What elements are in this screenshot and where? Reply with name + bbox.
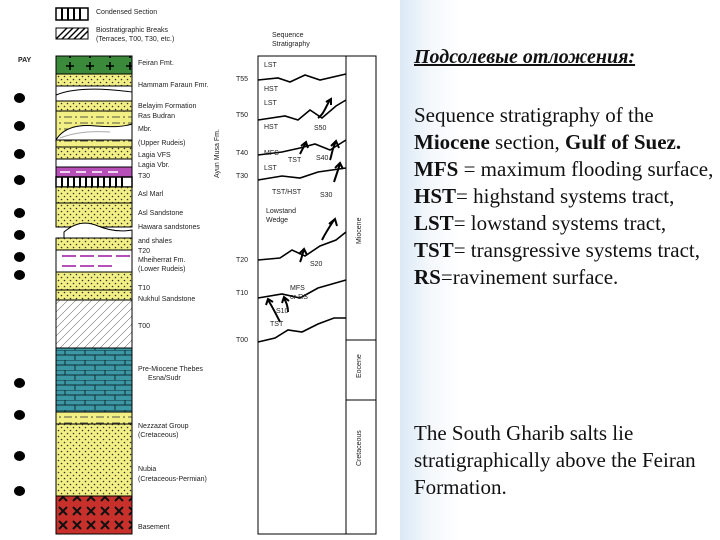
salt-note: The South Gharib salts lie stratigraphically above the Feiran Formation. (414, 421, 696, 499)
desc-text: = highstand systems tract, (456, 184, 675, 208)
formation-label: Nubia (138, 466, 157, 473)
formation-label: T00 (138, 323, 151, 330)
seq-label-tst-hst: TST/HST (272, 189, 302, 196)
seq-label-tst: TST (288, 157, 302, 164)
seq-label-hst: HST (264, 86, 278, 93)
formation-label: Hawara sandstones (138, 224, 200, 231)
desc-text: = maximum flooding surface, (458, 157, 714, 181)
seq-label-mfs-rs: or RS (290, 294, 308, 301)
horizon-tick: T50 (236, 112, 249, 119)
formation-label: Hammam Faraun Fmr. (138, 82, 209, 89)
formation-label: T10 (138, 285, 151, 292)
desc-bold: HST (414, 184, 457, 208)
formation-label: Belayim Formation (138, 103, 197, 110)
ayun-musa-label: Ayun Musa Fm. (214, 129, 221, 178)
desc-text: = transgressive systems tract, (453, 238, 700, 262)
seq-label-s20: S20 (310, 261, 323, 268)
formation-label: (Cretaceous-Permian) (138, 476, 207, 483)
formation-label: Lagia Vbr. (138, 162, 170, 169)
formation-label: Nukhul Sandstone (138, 296, 196, 303)
seq-label-mfs-rs: MFS (290, 285, 305, 292)
desc-bold: RS (414, 265, 441, 289)
formation-label: (Upper Rudeis) (138, 140, 186, 147)
formation-label: Pre-Miocene Thebes (138, 366, 203, 373)
seq-label-mfs: MFS (264, 150, 279, 157)
formation-label: Feiran Fmt. (138, 60, 174, 67)
seq-label-hst: HST (264, 124, 278, 131)
desc-bold: TST (414, 238, 454, 262)
formation-label: Asl Sandstone (138, 210, 184, 217)
horizon-tick: T20 (236, 257, 249, 264)
slide-description (414, 102, 714, 291)
horizon-tick: T10 (236, 290, 249, 297)
desc-text: Sequence stratigraphy of the (414, 103, 654, 127)
desc-bold: MFS (414, 157, 459, 181)
horizon-tick: T40 (236, 150, 249, 157)
epoch-label-eocene: Eocene (356, 354, 363, 378)
seq-label-lowstand: Lowstand (266, 208, 296, 215)
sequence-title-1: Sequence (272, 32, 304, 39)
horizon-tick: T55 (236, 76, 249, 83)
formation-label: Esna/Sudr (148, 375, 181, 382)
horizon-tick: T30 (236, 173, 249, 180)
formation-label: Mbr. (138, 126, 152, 133)
formation-label: (Lower Rudeis) (138, 266, 186, 273)
formation-label: Ras Budran (138, 113, 175, 120)
formation-label: Mheiherrat Fm. (138, 257, 186, 264)
seq-label-wedge: Wedge (266, 217, 289, 224)
seq-label-lst: LST (264, 62, 277, 69)
seq-label-tst: TST (270, 321, 284, 328)
epoch-label-miocene: Miocene (356, 217, 363, 244)
slide-heading: Подсолевые отложения: (414, 46, 636, 68)
desc-bold: Gulf of Suez. (565, 130, 682, 154)
desc-text: = lowstand systems tract, (453, 211, 667, 235)
horizon-tick: T00 (236, 337, 249, 344)
desc-bold: LST (414, 211, 454, 235)
seq-label-lst: LST (264, 165, 277, 172)
legend-breaks-label-2: (Terraces, T00, T30, etc.) (96, 36, 175, 43)
legend-condensed-label: Condensed Section (96, 9, 158, 16)
seq-label-s50: S50 (314, 125, 327, 132)
seq-label-lst: LST (264, 100, 277, 107)
formation-label: T20 (138, 248, 151, 255)
legend-breaks-label-1: Biostratigraphic Breaks (96, 27, 168, 34)
formation-label: (Cretaceous) (138, 432, 179, 439)
formation-label: T30 (138, 173, 151, 180)
desc-text: section, (489, 130, 566, 154)
desc-text: =ravinement surface. (440, 265, 619, 289)
formation-label: Lagia VFS (138, 152, 171, 159)
seq-label-s10: S10 (276, 308, 289, 315)
sequence-title-2: Stratigraphy (272, 41, 310, 48)
formation-label: Basement (138, 524, 170, 531)
desc-bold: Miocene (414, 130, 490, 154)
pay-label: PAY (18, 57, 32, 64)
formation-label: and shales (138, 238, 172, 245)
formation-label: Nezzazat Group (138, 423, 189, 430)
seq-label-s40: S40 (316, 155, 329, 162)
epoch-label-cretaceous: Cretaceous (356, 430, 363, 466)
seq-label-s30: S30 (320, 192, 333, 199)
formation-label: Asl Marl (138, 191, 164, 198)
